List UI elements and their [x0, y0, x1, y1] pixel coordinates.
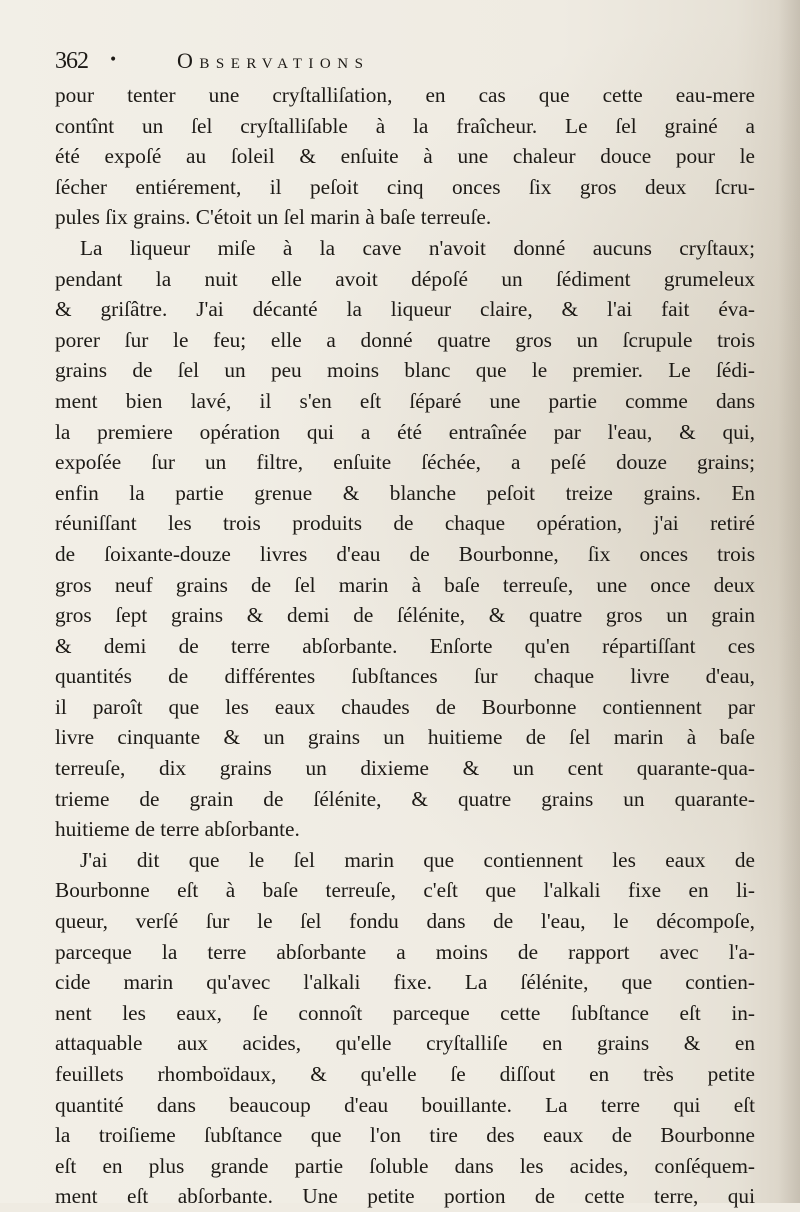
text-line: & griſâtre. J'ai décanté la liqueur claire, & l'ai fait éva-: [55, 297, 755, 322]
text-line: gros ſept grains & demi de ſélénite, & quatre gros un grain: [55, 603, 755, 628]
text-line: huitieme de terre abſorbante.: [55, 817, 300, 842]
text-line: il paroît que les eaux chaudes de Bourbonne contiennent par: [55, 694, 755, 719]
text-line: pules ſix grains. C'étoit un ſel marin à baſe terreuſe.: [55, 205, 492, 230]
text-line: quantités de différentes ſubſtances ſur chaque livre d'eau,: [55, 664, 755, 689]
text-line: feuillets rhomboïdaux, & qu'elle ſe diſſout en très petite: [55, 1062, 755, 1086]
page-header: [55, 48, 755, 78]
text-line: queur, verſé ſur le ſel fondu dans de l'eau, le décompoſe,: [55, 909, 755, 934]
text-line: attaquable aux acides, qu'elle cryſtalliſe en grains & en: [55, 1031, 755, 1056]
header-dot: •: [109, 52, 118, 68]
text-line: & demi de terre abſorbante. Enſorte qu'en répartiſſant ces: [55, 633, 755, 658]
text-line: gros neuf grains de ſel marin à baſe terreuſe, une once deux: [55, 572, 755, 597]
text-line: ment eſt abſorbante. Une petite portion de cette terre, qui: [55, 1184, 755, 1209]
text-line: livre cinquante & un grains un huitieme de ſel marin à baſe: [55, 725, 755, 750]
text-line: pendant la nuit elle avoit dépoſé un ſédiment grumeleux: [55, 266, 755, 291]
text-line: la troiſieme ſubſtance que l'on tire des eaux de Bourbonne: [55, 1123, 755, 1148]
text-line: eſt en plus grande partie ſoluble dans les acides, conſéquem-: [55, 1153, 755, 1178]
text-line: été expoſé au ſoleil & enſuite à une chaleur douce pour le: [55, 144, 755, 169]
page-edge-shadow: [778, 0, 800, 1203]
text-line: La liqueur miſe à la cave n'avoit donné aucuns cryſtaux;: [80, 235, 755, 260]
body-text: [55, 80, 755, 1212]
text-line: réuniſſant les trois produits de chaque opération, j'ai retiré: [55, 511, 755, 536]
text-line: parceque la terre abſorbante a moins de rapport avec l'a-: [55, 939, 755, 964]
text-line: quantité dans beaucoup d'eau bouillante. La terre qui eſt: [55, 1092, 755, 1117]
text-line: nent les eaux, ſe connoît parceque cette ſubſtance eſt in-: [55, 1000, 755, 1025]
running-head: Observations: [177, 48, 370, 73]
text-line: trieme de grain de ſélénite, & quatre grains un quarante-: [55, 786, 755, 811]
text-line: porer ſur le feu; elle a donné quatre gros un ſcrupule trois: [55, 327, 755, 352]
text-line: contînt un ſel cryſtalliſable à la fraîcheur. Le ſel grainé a: [55, 113, 755, 138]
text-line: enfin la partie grenue & blanche peſoit treize grains. En: [55, 480, 755, 505]
text-line: Bourbonne eſt à baſe terreuſe, c'eſt que l'alkali fixe en li-: [55, 878, 755, 903]
text-line: pour tenter une cryſtalliſation, en cas que cette eau-mere: [55, 83, 755, 107]
text-line: ſécher entiérement, il peſoit cinq onces ſix gros deux ſcru-: [55, 174, 755, 199]
text-line: J'ai dit que le ſel marin que contiennent les eaux de: [80, 847, 755, 872]
page-number: 362: [55, 48, 88, 74]
text-line: la premiere opération qui a été entraînée par l'eau, & qui,: [55, 419, 755, 444]
text-line: terreuſe, dix grains un dixieme & un cent quarante-qua-: [55, 756, 755, 781]
text-line: expoſée ſur un filtre, enſuite ſéchée, a peſé douze grains;: [55, 450, 755, 475]
text-line: ment bien lavé, il s'en eſt ſéparé une partie comme dans: [55, 388, 755, 413]
text-line: cide marin qu'avec l'alkali fixe. La ſélénite, que contien-: [55, 970, 755, 995]
text-line: grains de ſel un peu moins blanc que le premier. Le ſédi-: [55, 358, 755, 383]
text-line: de ſoixante-douze livres d'eau de Bourbonne, ſix onces trois: [55, 541, 755, 566]
